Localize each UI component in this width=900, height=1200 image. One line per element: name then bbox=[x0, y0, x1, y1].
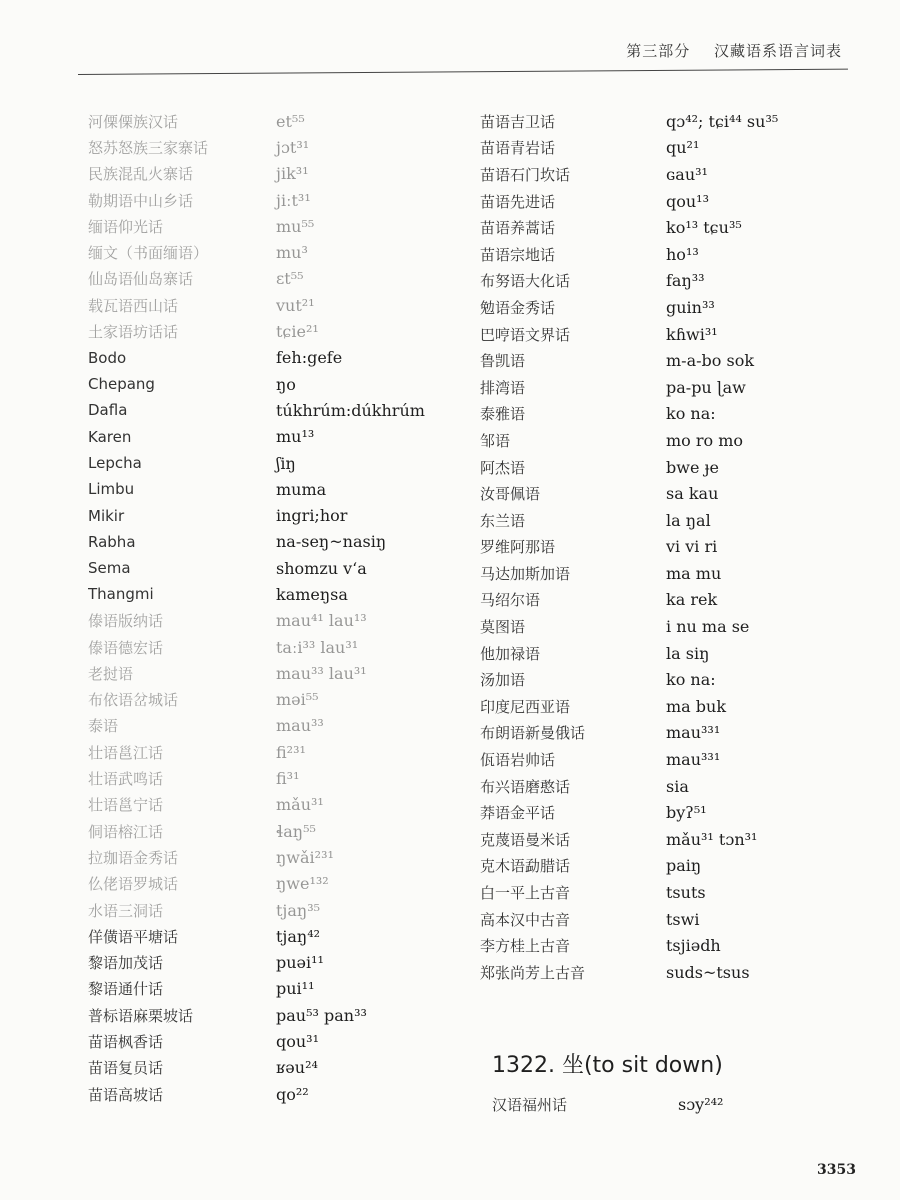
entry-dialect: 水语三洞话 bbox=[88, 901, 164, 920]
entry-dialect: 东兰语 bbox=[480, 511, 526, 530]
entry-dialect: 巴哼语文界话 bbox=[480, 325, 571, 344]
entry-form: ka rek bbox=[666, 590, 718, 610]
entry-row bbox=[88, 687, 478, 713]
entry-row bbox=[88, 1055, 478, 1081]
entry-row bbox=[88, 897, 478, 923]
entry-row bbox=[480, 135, 860, 162]
entry-row bbox=[88, 765, 478, 791]
entry-form: ŋwǎi²³¹ bbox=[276, 847, 334, 867]
entry-row bbox=[480, 666, 860, 693]
entry-form: faŋ³³ bbox=[666, 271, 705, 291]
entry-row bbox=[480, 347, 860, 374]
entry-form: tsuts bbox=[666, 883, 706, 903]
entry-dialect: 克木语勐腊话 bbox=[480, 857, 571, 876]
entry-dialect: 土家语坊话话 bbox=[88, 323, 179, 342]
entry-dialect: 汉语福州话 bbox=[492, 1096, 568, 1114]
entry-row bbox=[480, 587, 860, 614]
entry-row bbox=[88, 581, 478, 607]
entry-row bbox=[88, 792, 478, 818]
entry-form: paiŋ bbox=[666, 856, 702, 876]
entry-dialect: Sema bbox=[88, 559, 131, 578]
entry-form: mau³³¹ bbox=[666, 750, 721, 770]
entry-form: qou¹³ bbox=[666, 191, 710, 211]
entry-row bbox=[88, 713, 478, 739]
entry-dialect: 苗语石门坎话 bbox=[480, 165, 571, 184]
entry-row bbox=[480, 427, 860, 454]
entry-dialect: 佯僙语平塘话 bbox=[88, 927, 179, 946]
entry-dialect: 布依语岔城话 bbox=[88, 691, 179, 710]
entry-dialect: 苗语先进话 bbox=[480, 192, 556, 211]
entry-dialect: 侗语榕江话 bbox=[88, 822, 164, 841]
entry-form: ingri;hor bbox=[276, 506, 348, 526]
entry-form: i nu ma se bbox=[666, 617, 750, 637]
header-part: 第三部分 bbox=[626, 42, 691, 60]
entry-form: kɦwi³¹ bbox=[666, 324, 718, 344]
entry-form: la siŋ bbox=[666, 643, 710, 663]
entry-dialect: 民族混乱火寨话 bbox=[88, 165, 194, 184]
entry-form: sa kau bbox=[666, 484, 719, 504]
entry-dialect: 高本汉中古音 bbox=[480, 910, 571, 929]
entry-row bbox=[88, 844, 478, 870]
entry-form: ʃiŋ bbox=[276, 453, 296, 473]
entry-form: shomzu vʻa bbox=[276, 558, 367, 578]
entry-dialect: 壮语武鸣话 bbox=[88, 770, 164, 789]
entry-dialect: 缅语仰光话 bbox=[88, 217, 164, 236]
entry-dialect: Bodo bbox=[88, 348, 127, 367]
entry-row bbox=[480, 826, 860, 853]
entry-form: muma bbox=[276, 479, 327, 499]
entry-dialect: 载瓦语西山话 bbox=[88, 296, 179, 315]
entry-row bbox=[480, 294, 860, 321]
entry-form: ma mu bbox=[666, 563, 722, 583]
entry-dialect: Thangmi bbox=[88, 585, 154, 604]
entry-row bbox=[88, 1028, 478, 1054]
entry-form: mo ro mo bbox=[666, 430, 744, 450]
entry-row bbox=[480, 879, 860, 906]
entry-dialect: 汝哥佩语 bbox=[480, 485, 541, 504]
entry-dialect: 郑张尚芳上古音 bbox=[480, 963, 586, 982]
entry-form: jiːt³¹ bbox=[276, 190, 311, 210]
entry-row bbox=[88, 1002, 478, 1028]
entry-form: mu¹³ bbox=[276, 427, 315, 447]
entry-row bbox=[480, 720, 860, 747]
entry-row bbox=[88, 213, 478, 239]
entry-form: suds~tsus bbox=[666, 962, 750, 982]
entry-form: ho¹³ bbox=[666, 244, 699, 264]
running-header bbox=[626, 40, 842, 61]
entry-dialect: Rabha bbox=[88, 532, 136, 551]
entry-form: taːi³³ lau³¹ bbox=[276, 637, 359, 657]
entry-dialect: 傣语版纳话 bbox=[88, 612, 164, 631]
right-column bbox=[480, 108, 860, 986]
entry-form: sɔy²⁴² bbox=[678, 1095, 724, 1114]
entry-form: tɕie²¹ bbox=[276, 322, 319, 342]
entry-dialect: 壮语邕宁话 bbox=[88, 796, 164, 815]
entry-dialect: 苗语复员话 bbox=[88, 1059, 164, 1078]
entry-row bbox=[480, 906, 860, 933]
entry-row bbox=[480, 401, 860, 428]
entry-form: jik³¹ bbox=[276, 164, 309, 184]
entry-dialect: 河傈傈族汉话 bbox=[88, 112, 179, 131]
entry-form: qɔ⁴²; tɕi⁴⁴ su³⁵ bbox=[666, 111, 779, 131]
entry-form: et⁵⁵ bbox=[276, 111, 305, 131]
entry-row bbox=[88, 634, 478, 660]
entry-dialect: Karen bbox=[88, 427, 132, 446]
entry-form: na-seŋ~nasiŋ bbox=[276, 532, 387, 552]
entry-dialect: 李方桂上古音 bbox=[480, 937, 571, 956]
entry-dialect: 白一平上古音 bbox=[480, 884, 571, 903]
entry-row bbox=[480, 241, 860, 268]
entry-dialect: 苗语吉卫话 bbox=[480, 112, 556, 131]
entry-row bbox=[88, 818, 478, 844]
entry-row bbox=[480, 534, 860, 561]
entry-dialect: 苗语青岩话 bbox=[480, 139, 556, 158]
entry-row bbox=[480, 799, 860, 826]
entry-form: qu²¹ bbox=[666, 138, 700, 158]
entry-dialect: 布朗语新曼俄话 bbox=[480, 724, 586, 743]
entry-dialect: 汤加语 bbox=[480, 671, 526, 690]
entry-form: qo²² bbox=[276, 1084, 309, 1104]
entry-form: mǎu³¹ bbox=[276, 795, 324, 815]
entry-dialect: Lepcha bbox=[88, 454, 142, 472]
entry-dialect: 泰雅语 bbox=[480, 405, 526, 424]
entry-form: kameŋsa bbox=[276, 584, 348, 604]
entry-dialect: 普标语麻栗坡话 bbox=[88, 1006, 194, 1025]
entry-row bbox=[88, 239, 478, 265]
entry-dialect: 莽语金平话 bbox=[480, 804, 556, 823]
entry-row bbox=[88, 529, 478, 555]
entry-dialect: 苗语宗地话 bbox=[480, 245, 556, 264]
entry-form: mau⁴¹ lau¹³ bbox=[276, 611, 367, 631]
entry-row bbox=[480, 374, 860, 401]
entry-dialect: 邹语 bbox=[480, 431, 511, 450]
entry-row bbox=[88, 424, 478, 450]
entry-dialect: 布努语大化话 bbox=[480, 272, 571, 291]
entry-row bbox=[480, 560, 860, 587]
entry-form: fi²³¹ bbox=[276, 742, 306, 762]
entry-form: mǎu³¹ tɔn³¹ bbox=[666, 829, 758, 849]
entry-dialect: 苗语高坡话 bbox=[88, 1085, 164, 1104]
entry-form: pui¹¹ bbox=[276, 979, 315, 999]
entry-row bbox=[88, 871, 478, 897]
entry-form: ʁəu²⁴ bbox=[276, 1058, 318, 1078]
entry-dialect: 黎语通什话 bbox=[88, 980, 164, 999]
entry-dialect: 鲁凯语 bbox=[480, 352, 526, 371]
entry-form: pau⁵³ pan³³ bbox=[276, 1005, 367, 1025]
entry-form: m-a-bo sok bbox=[666, 351, 755, 371]
entry-dialect: 苗语养蒿话 bbox=[480, 219, 556, 238]
entry-form: ko na: bbox=[666, 404, 716, 424]
entry-dialect: 壮语邕江话 bbox=[88, 743, 164, 762]
entry-row bbox=[480, 640, 860, 667]
header-rule bbox=[78, 69, 848, 75]
entry-form: məi⁵⁵ bbox=[276, 690, 319, 710]
entry-form: ko¹³ tɕu³⁵ bbox=[666, 218, 742, 238]
entry-form: ɛt⁵⁵ bbox=[276, 269, 304, 289]
entry-form: guin³³ bbox=[666, 297, 715, 317]
entry-form: tjaŋ³⁵ bbox=[276, 900, 321, 920]
entry-row bbox=[88, 923, 478, 949]
entry-row bbox=[88, 345, 478, 371]
entry-form: puəi¹¹ bbox=[276, 953, 324, 973]
entry-form: mu³ bbox=[276, 243, 308, 263]
left-column bbox=[88, 108, 478, 1107]
entry-row bbox=[480, 613, 860, 640]
entry-form: mu⁵⁵ bbox=[276, 216, 315, 236]
entry-dialect: 怒苏怒族三家寨话 bbox=[88, 138, 209, 157]
entry-form: ɢau³¹ bbox=[666, 164, 708, 184]
entry-row bbox=[88, 555, 478, 581]
entry-form: sia bbox=[666, 776, 689, 796]
entry-row bbox=[88, 397, 478, 423]
entry-form: mau³³¹ bbox=[666, 723, 721, 743]
entry-dialect: Dafla bbox=[88, 401, 128, 420]
entry-row bbox=[480, 161, 860, 188]
entry-form: túkhrúm:dúkhrúm bbox=[276, 400, 425, 420]
entry-form: tsjiədh bbox=[666, 936, 721, 956]
entry-form: fi³¹ bbox=[276, 769, 300, 789]
entry-dialect: 他加禄语 bbox=[480, 644, 541, 663]
entry-row bbox=[88, 266, 478, 292]
header-title: 汉藏语系语言词表 bbox=[713, 42, 842, 60]
entry-row bbox=[88, 450, 478, 476]
entry-dialect: Mikir bbox=[88, 506, 125, 525]
section-heading: 1322. 坐(to sit down) bbox=[492, 1053, 723, 1078]
entry-dialect: 苗语枫香话 bbox=[88, 1033, 164, 1052]
entry-form: qou³¹ bbox=[276, 1032, 320, 1052]
entry-row bbox=[480, 746, 860, 773]
entry-form: vut²¹ bbox=[276, 295, 315, 315]
entry-row bbox=[88, 950, 478, 976]
entry-dialect: 仙岛语仙岛寨话 bbox=[88, 270, 194, 289]
entry-form: tjaŋ⁴² bbox=[276, 926, 321, 946]
entry-form: vi vi ri bbox=[666, 537, 718, 557]
entry-row bbox=[88, 739, 478, 765]
entry-dialect: 仫佬语罗城话 bbox=[88, 875, 179, 894]
entry-dialect: 印度尼西亚语 bbox=[480, 697, 571, 716]
entry-dialect: 布兴语磨憨话 bbox=[480, 777, 571, 796]
entry-form: ŋo bbox=[276, 374, 296, 394]
entry-row bbox=[88, 476, 478, 502]
entry-dialect: 马绍尔语 bbox=[480, 591, 541, 610]
entry-row bbox=[480, 693, 860, 720]
entry-form: byʔ⁵¹ bbox=[666, 803, 707, 823]
entry-row bbox=[88, 292, 478, 318]
entry-dialect: 老挝语 bbox=[88, 664, 134, 683]
entry-form: la ŋal bbox=[666, 510, 711, 530]
entry-row bbox=[88, 608, 478, 634]
entry-dialect: 克蔑语曼米话 bbox=[480, 830, 571, 849]
entry-form: ma buk bbox=[666, 696, 727, 716]
entry-dialect: 罗维阿那语 bbox=[480, 538, 556, 557]
entry-form: feh:gefe bbox=[276, 348, 343, 368]
entry-dialect: 排湾语 bbox=[480, 378, 526, 397]
entry-row bbox=[480, 188, 860, 215]
entry-form: ɬaŋ⁵⁵ bbox=[276, 821, 316, 841]
entry-row bbox=[480, 959, 860, 986]
entry-row bbox=[88, 502, 478, 528]
entry-form: ko na: bbox=[666, 670, 716, 690]
entry-dialect: Chepang bbox=[88, 375, 155, 394]
entry-row bbox=[480, 214, 860, 241]
entry-row bbox=[88, 318, 478, 344]
entry-row bbox=[88, 161, 478, 187]
page-number: 3353 bbox=[817, 1162, 856, 1178]
entry-row bbox=[480, 932, 860, 959]
entry-form: pa-pu ɭaw bbox=[666, 377, 746, 397]
entry-row bbox=[480, 454, 860, 481]
entry-dialect: 勒期语中山乡话 bbox=[88, 191, 194, 210]
section-entry bbox=[492, 1094, 723, 1115]
entry-dialect: 莫图语 bbox=[480, 618, 526, 637]
entry-form: jɔt³¹ bbox=[276, 137, 310, 157]
entry-row bbox=[480, 268, 860, 295]
entry-dialect: 傣语德宏话 bbox=[88, 638, 164, 657]
entry-row bbox=[88, 187, 478, 213]
entry-row bbox=[88, 371, 478, 397]
entry-row bbox=[480, 108, 860, 135]
entry-dialect: 拉珈语金秀话 bbox=[88, 848, 179, 867]
entry-row bbox=[480, 853, 860, 880]
entry-form: mau³³ lau³¹ bbox=[276, 663, 367, 683]
entry-form: tswi bbox=[666, 909, 700, 929]
entry-form: mau³³ bbox=[276, 716, 324, 736]
entry-row bbox=[88, 108, 478, 134]
entry-row bbox=[480, 321, 860, 348]
entry-row bbox=[88, 134, 478, 160]
entry-dialect: 泰语 bbox=[88, 717, 119, 736]
entry-row bbox=[480, 773, 860, 800]
entry-row bbox=[480, 507, 860, 534]
entry-dialect: 佤语岩帅话 bbox=[480, 751, 556, 770]
entry-dialect: 阿杰语 bbox=[480, 458, 526, 477]
entry-dialect: Limbu bbox=[88, 480, 135, 499]
entry-row bbox=[88, 660, 478, 686]
entry-dialect: 黎语加茂话 bbox=[88, 954, 164, 973]
entry-dialect: 缅文（书面缅语） bbox=[88, 244, 209, 263]
entry-row bbox=[88, 1081, 478, 1107]
entry-dialect: 勉语金秀话 bbox=[480, 298, 556, 317]
entry-dialect: 马达加斯加语 bbox=[480, 564, 571, 583]
entry-row bbox=[480, 480, 860, 507]
entry-form: bwe ɟe bbox=[666, 457, 719, 477]
entry-form: ŋwe¹³² bbox=[276, 874, 329, 894]
entry-row bbox=[88, 976, 478, 1002]
